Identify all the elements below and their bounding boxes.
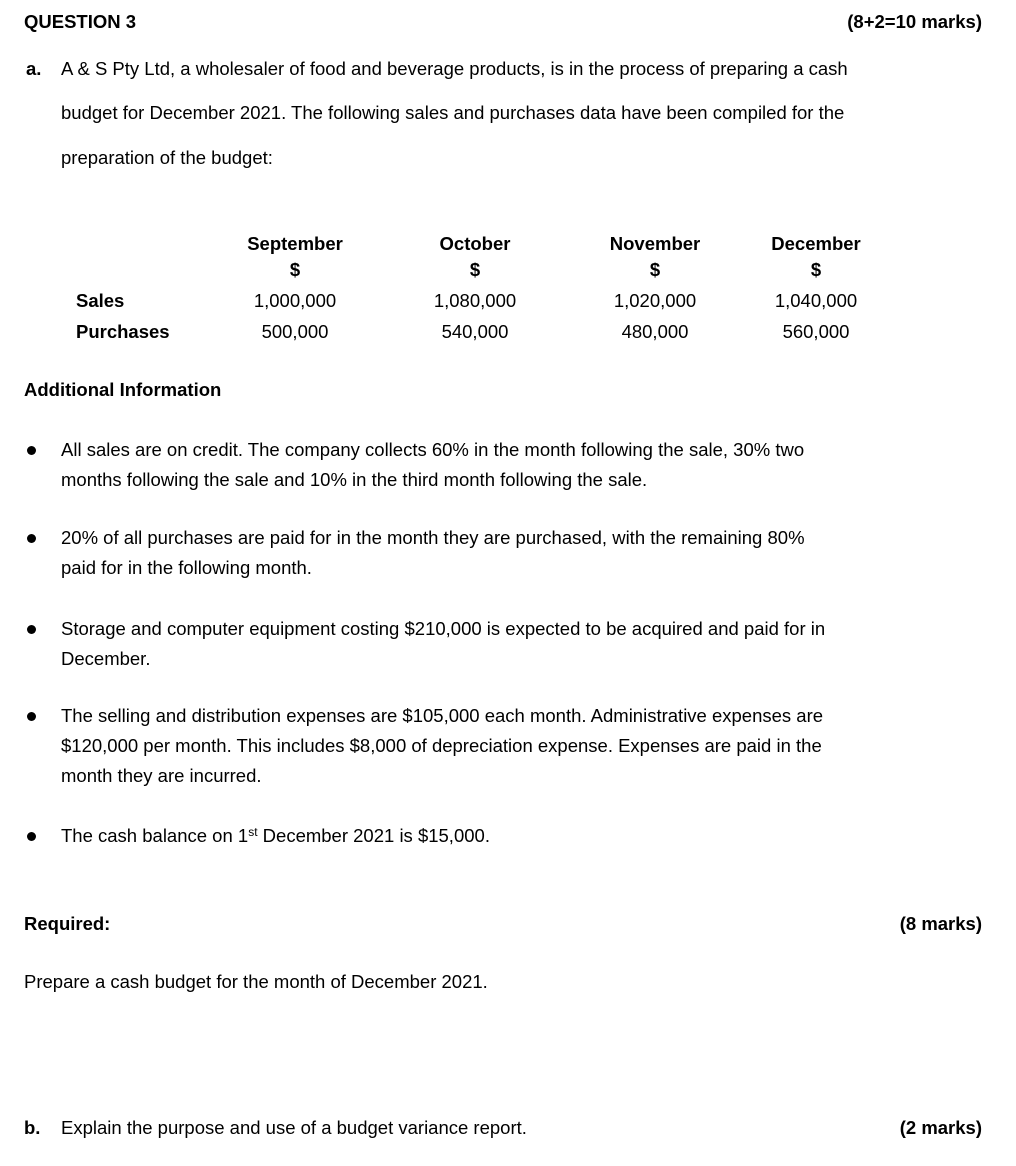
bullet-icon — [27, 832, 36, 841]
bullet-line: The selling and distribution expenses are $105,000 each month. Administrative expenses are — [61, 705, 824, 726]
column-header: November — [609, 233, 701, 254]
part-a-line: preparation of the budget: — [61, 147, 273, 168]
table-cell: 480,000 — [621, 321, 689, 342]
bullet-line: 20% of all purchases are paid for in the month they are purchased, with the remaining 80% — [61, 527, 805, 548]
currency-label: $ — [649, 259, 661, 280]
bullet-icon — [27, 712, 36, 721]
table-cell: 560,000 — [782, 321, 850, 342]
part-a-line: budget for December 2021. The following sales and purchases data have been compiled for the — [61, 102, 845, 123]
row-label: Purchases — [76, 321, 170, 342]
part-a-label: a. — [26, 58, 42, 79]
required-heading: Required: — [24, 913, 111, 934]
part-a-line: A & S Pty Ltd, a wholesaler of food and beverage products, is in the process of preparing a cash — [61, 58, 848, 79]
bullet-icon — [27, 625, 36, 634]
bullet-line — [61, 825, 490, 847]
bullet-line: $120,000 per month. This includes $8,000 of depreciation expense. Expenses are paid in the — [61, 735, 822, 756]
row-label: Sales — [76, 290, 125, 311]
table-cell: 500,000 — [261, 321, 329, 342]
bullet-line: December. — [61, 648, 151, 669]
column-header: September — [247, 233, 343, 254]
currency-label: $ — [810, 259, 822, 280]
part-b-label: b. — [24, 1117, 41, 1138]
bullet-line: Storage and computer equipment costing $210,000 is expected to be acquired and paid for in — [61, 618, 826, 639]
table-cell: 1,000,000 — [253, 290, 337, 311]
part-b-text: Explain the purpose and use of a budget variance report. — [61, 1117, 527, 1138]
table-cell: 1,040,000 — [774, 290, 858, 311]
column-header: December — [771, 233, 861, 254]
question-marks: (8+2=10 marks) — [847, 11, 982, 32]
table-cell: 540,000 — [441, 321, 509, 342]
required-text: Prepare a cash budget for the month of December 2021. — [24, 971, 488, 992]
currency-label: $ — [469, 259, 481, 280]
required-marks: (8 marks) — [899, 913, 982, 934]
question-title: QUESTION 3 — [24, 11, 137, 32]
bullet-icon — [27, 534, 36, 543]
part-b-marks: (2 marks) — [899, 1117, 982, 1138]
bullet-line: months following the sale and 10% in the third month following the sale. — [61, 469, 648, 490]
bullet-line: All sales are on credit. The company collects 60% in the month following the sale, 30% two — [61, 439, 805, 460]
bullet-icon — [27, 446, 36, 455]
table-cell: 1,080,000 — [433, 290, 517, 311]
currency-label: $ — [289, 259, 301, 280]
bullet-line: paid for in the following month. — [61, 557, 312, 578]
text: December 2021 is $15,000. — [257, 825, 490, 846]
table-cell: 1,020,000 — [613, 290, 697, 311]
bullet-line: month they are incurred. — [61, 765, 262, 786]
column-header: October — [439, 233, 511, 254]
superscript: st — [248, 825, 258, 839]
additional-heading: Additional Information — [24, 379, 222, 400]
text: The cash balance on 1 — [61, 825, 249, 846]
